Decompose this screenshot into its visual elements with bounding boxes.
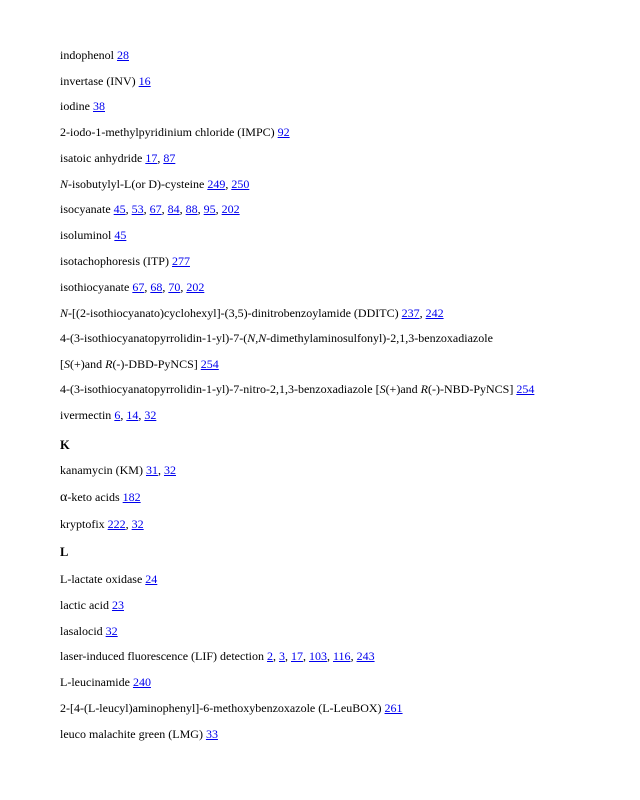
- page-link[interactable]: 6: [114, 408, 121, 422]
- entry-text: indophenol: [60, 48, 114, 62]
- page-link[interactable]: 182: [122, 490, 141, 504]
- entry-text: isocyanate: [60, 202, 111, 216]
- page-link[interactable]: 32: [144, 408, 157, 422]
- index-entry: [60, 74, 151, 88]
- entry-text: (-)-DBD-PyNCS]: [112, 357, 198, 371]
- page-link[interactable]: 2: [267, 649, 273, 663]
- entry-text: -[(2-isothiocyanato)cyclohexyl]-(3,5)-dinitrobenzoylamide (DDITC): [68, 306, 399, 320]
- entry-text: [: [60, 357, 64, 371]
- page-link[interactable]: 88: [185, 202, 198, 216]
- index-entry: isothiocyanate 67, 68, 70, 202: [60, 280, 205, 294]
- entry-italic: R: [420, 382, 428, 396]
- index-entry: N-isobutylyl-L(or D)-cysteine 249, 250: [60, 177, 250, 191]
- page-link[interactable]: 84: [167, 202, 180, 216]
- index-entry: kanamycin (KM) 31, 32: [60, 463, 176, 477]
- entry-text: (+)and: [70, 357, 106, 371]
- page-link[interactable]: 249: [207, 177, 226, 191]
- page-link[interactable]: 240: [132, 675, 151, 689]
- entry-text: isotachophoresis (ITP): [60, 254, 169, 268]
- index-entry: [60, 125, 290, 139]
- page-link[interactable]: 92: [277, 125, 290, 139]
- page-link[interactable]: 28: [117, 48, 129, 62]
- page-link[interactable]: 24: [145, 572, 158, 586]
- entry-text: laser-induced fluorescence (LIF) detection: [60, 649, 264, 663]
- page-link[interactable]: 87: [163, 151, 176, 165]
- page-link[interactable]: 45: [114, 228, 127, 242]
- entry-text: (+)and: [385, 382, 421, 396]
- greek-alpha: α: [60, 490, 68, 505]
- page-link[interactable]: 202: [221, 202, 240, 216]
- page-link[interactable]: 17: [291, 649, 303, 663]
- page-link[interactable]: 250: [231, 177, 250, 191]
- page-link[interactable]: 202: [186, 280, 205, 294]
- index-entry: N-[(2-isothiocyanato)cyclohexyl]-(3,5)-dinitrobenzoylamide (DDITC) 237, 242: [60, 306, 444, 320]
- page-link[interactable]: 14: [126, 408, 139, 422]
- index-entry: [60, 382, 534, 396]
- entry-text: 4-(3-isothiocyanatopyrrolidin-1-yl)-7-nitro-2,1,3-benzoxadiazole [: [60, 382, 380, 396]
- page-link[interactable]: 16: [138, 74, 151, 88]
- index-entry: [60, 675, 151, 689]
- index-entry: [60, 357, 219, 371]
- page-link[interactable]: 33: [205, 727, 218, 741]
- entry-text: L-leucinamide: [60, 675, 130, 689]
- page-link[interactable]: 17: [145, 151, 158, 165]
- entry-text: isoluminol: [60, 228, 112, 242]
- index-entry: [60, 490, 141, 505]
- page-link[interactable]: 254: [200, 357, 219, 371]
- page-link[interactable]: 222: [107, 517, 126, 531]
- entry-italic: S: [379, 382, 386, 396]
- page-link[interactable]: 70: [168, 280, 181, 294]
- entry-text: 2-[4-(L-leucyl)aminophenyl]-6-methoxybenzoxazole (L-LeuBOX): [60, 701, 382, 715]
- page-link[interactable]: 3: [279, 649, 285, 663]
- index-entry: [60, 624, 118, 638]
- page-link[interactable]: 32: [131, 517, 144, 531]
- index-entry: [60, 99, 105, 113]
- page-link[interactable]: 67: [149, 202, 162, 216]
- section-heading: K: [60, 438, 70, 452]
- entry-italic: S: [64, 357, 70, 371]
- page-link[interactable]: 103: [309, 649, 327, 663]
- entry-text: isothiocyanate: [60, 280, 130, 294]
- entry-text: invertase (INV): [60, 74, 136, 88]
- index-entry: isocyanate 45, 53, 67, 84, 88, 95, 202: [60, 202, 240, 216]
- entry-text: kryptofix: [60, 517, 105, 531]
- page-link[interactable]: 23: [111, 598, 124, 612]
- entry-italic: N: [60, 306, 69, 320]
- entry-text: kanamycin (KM): [60, 463, 143, 477]
- page-link[interactable]: 32: [163, 463, 176, 477]
- entry-italic: N: [60, 177, 69, 191]
- page-link[interactable]: 53: [131, 202, 144, 216]
- entry-text: L-lactate oxidase: [60, 572, 143, 586]
- index-entry: isatoic anhydride 17, 87: [60, 151, 176, 165]
- index-entry: [60, 48, 129, 62]
- index-entry: [60, 228, 126, 242]
- entry-text: ivermectin: [60, 408, 112, 422]
- page-link[interactable]: 31: [145, 463, 158, 477]
- entry-italic: R: [105, 357, 113, 371]
- entry-text: 2-iodo-1-methylpyridinium chloride (IMPC): [60, 125, 275, 139]
- entry-text: -keto acids: [67, 490, 120, 504]
- index-entry: [60, 572, 157, 586]
- page-link[interactable]: 32: [105, 624, 118, 638]
- index-entry: [60, 598, 124, 612]
- entry-text: -dimethylaminosulfonyl)-2,1,3-benzoxadiazole: [266, 331, 493, 345]
- page-link[interactable]: 38: [93, 99, 105, 113]
- index-entry: [60, 701, 403, 715]
- entry-text: lactic acid: [60, 598, 109, 612]
- entry-text: isatoic anhydride: [60, 151, 143, 165]
- entry-text: iodine: [60, 99, 90, 113]
- section-heading: L: [60, 545, 69, 559]
- index-entry: laser-induced fluorescence (LIF) detection 2, 3, 17, 103, 116, 243: [60, 649, 375, 663]
- entry-text: 4-(3-isothiocyanatopyrrolidin-1-yl)-7-(: [60, 331, 248, 345]
- entry-text: leuco malachite green (LMG): [60, 727, 203, 741]
- page-link[interactable]: 261: [384, 701, 403, 715]
- page-link[interactable]: 242: [425, 306, 444, 320]
- page-link[interactable]: 67: [132, 280, 145, 294]
- page-link[interactable]: 68: [150, 280, 163, 294]
- page-link[interactable]: 243: [356, 649, 375, 663]
- index-entry: kryptofix 222, 32: [60, 517, 144, 531]
- page-link[interactable]: 237: [401, 306, 420, 320]
- page-link[interactable]: 277: [171, 254, 190, 268]
- entry-text: lasalocid: [60, 624, 103, 638]
- index-entry: [60, 254, 190, 268]
- entry-text: -isobutylyl-L(or D)-cysteine: [68, 177, 205, 191]
- page-link[interactable]: 116: [333, 649, 351, 663]
- page-link[interactable]: 45: [113, 202, 126, 216]
- entry-text: (-)-NBD-PyNCS]: [428, 382, 514, 396]
- page-link[interactable]: 254: [516, 382, 535, 396]
- page-link[interactable]: 95: [203, 202, 216, 216]
- index-entry: [60, 331, 493, 345]
- index-entry: ivermectin 6, 14, 32: [60, 408, 157, 422]
- entry-italic: N,N: [247, 331, 267, 345]
- index-entry: [60, 727, 218, 741]
